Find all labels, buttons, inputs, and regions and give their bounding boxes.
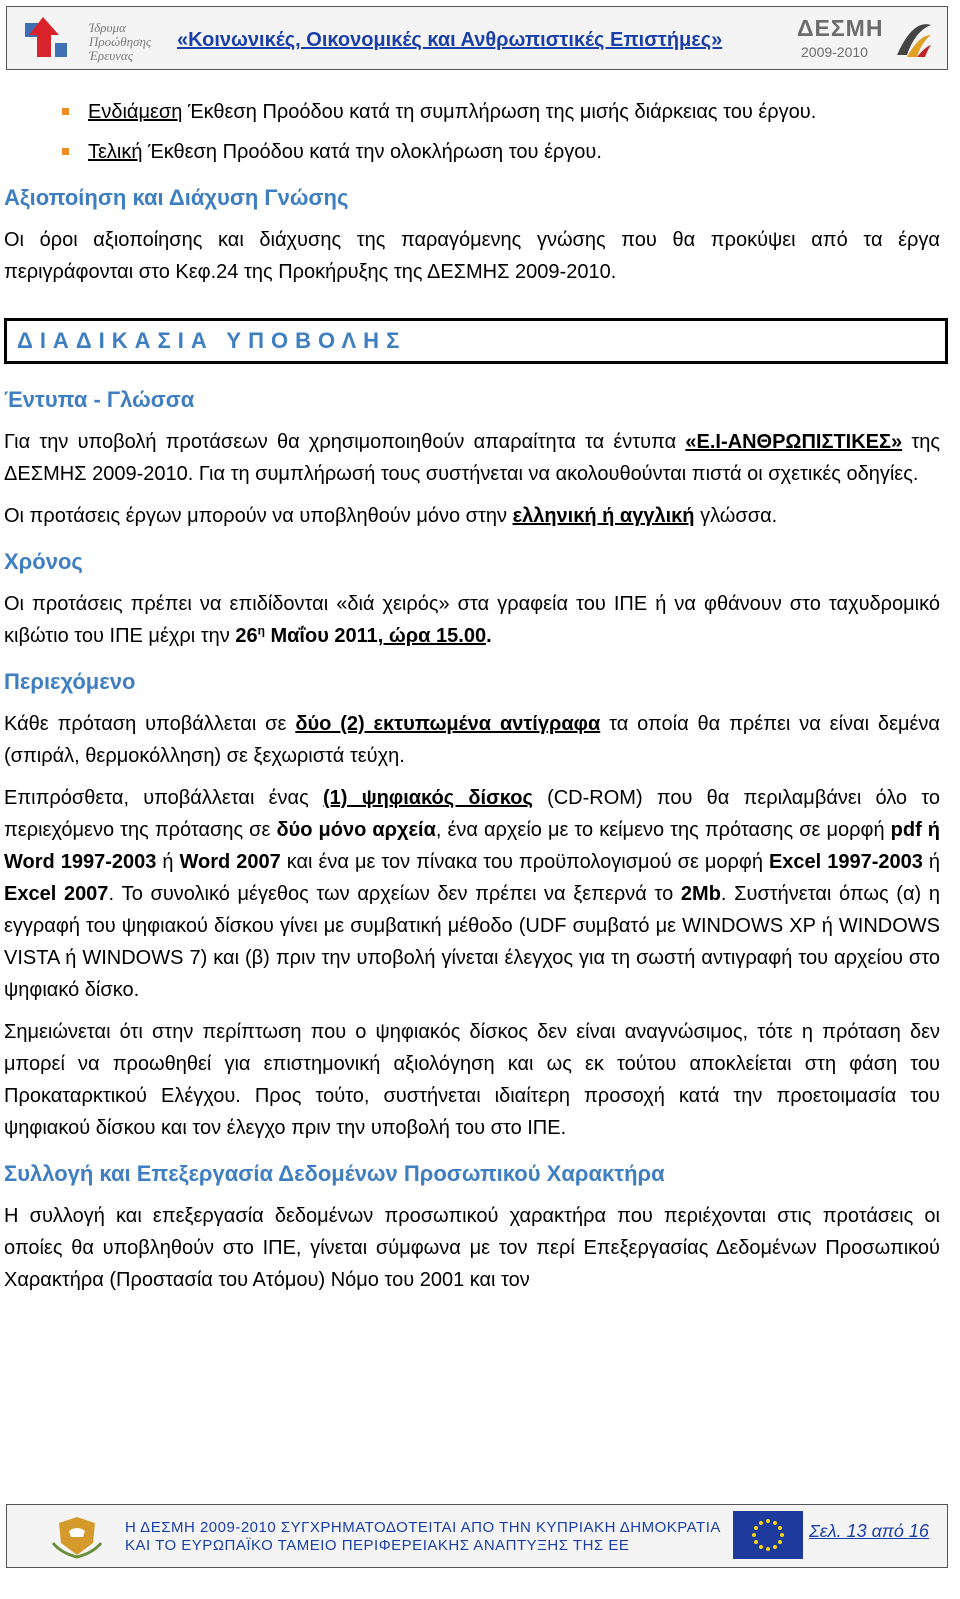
section-heading-knowledge: Αξιοποίηση και Διάχυση Γνώσης xyxy=(4,185,349,210)
paragraph: Κάθε πρόταση υποβάλλεται σε δύο (2) εκτυπωμένα αντίγραφα τα οποία θα πρέπει να είναι δεμένα (σπιράλ, θερμοκόλληση) σε ξεχωριστά τεύχη. xyxy=(4,713,940,767)
funding-statement: Η ΔΕΣΜΗ 2009-2010 ΣΥΓΧΡΗΜΑΤΟΔΟΤΕΙΤΑΙ ΑΠΟ ΤΗΝ ΚΥΠΡΙΑΚΗ ΔΗΜΟΚΡΑΤΙΑ ΚΑΙ ΤΟ ΕΥΡΩΠΑΪΚΟ ΤΑΜΕΙΟ ΠΕΡΙΦΕΡΕΙΑΚΗΣ ΑΝΑΠΤΥΞΗΣ ΤΗΣ ΕΕ xyxy=(125,1519,721,1554)
cyprus-emblem-icon xyxy=(47,1513,107,1559)
page-number: Σελ. 13 από 16 xyxy=(809,1521,929,1541)
eu-flag-icon xyxy=(733,1511,803,1559)
paragraph: Οι όροι αξιοποίησης και διάχυσης της παραγόμενης γνώσης που θα προκύψει από τα έργα περιγράφονται στο Κεφ.24 της Προκήρυξης της ΔΕΣΜΗΣ 2009-2010. xyxy=(4,229,940,283)
desmi-logo xyxy=(797,13,933,65)
section-heading-time: Χρόνος xyxy=(4,549,83,574)
bullet-square-icon xyxy=(62,108,69,115)
page-footer xyxy=(6,1504,948,1568)
desmi-swoosh-icon xyxy=(893,15,933,61)
document-body xyxy=(4,88,940,1306)
paragraph: Οι προτάσεις έργων μπορούν να υποβληθούν μόνο στην ελληνική ή αγγλική γλώσσα. xyxy=(4,505,778,527)
paragraph: Οι προτάσεις πρέπει να επιδίδονται «διά χειρός» στα γραφεία του ΙΠΕ ή να φθάνουν στο ταχυδρομικό κιβώτιο του ΙΠΕ μέχρι την $26^\eta$ Μαΐου 2011, ώρα 15.00. xyxy=(4,593,940,647)
program-title: «Κοινωνικές, Οικονομικές και Ανθρωπιστικές Επιστήμες» xyxy=(177,29,723,51)
desmi-logo-years: 2009-2010 xyxy=(801,44,868,60)
list-item: Ενδιάμεση Έκθεση Προόδου κατά τη συμπλήρωση της μισής διάρκειας του έργου. xyxy=(4,96,940,128)
section-heading-forms: Έντυπα - Γλώσσα xyxy=(4,387,195,412)
boxed-section-title: ΔΙΑΔΙΚΑΣΙΑ ΥΠΟΒΟΛΗΣ xyxy=(4,318,948,364)
list-item: Τελική Έκθεση Προόδου κατά την ολοκλήρωση του έργου. xyxy=(4,136,940,168)
bullet-square-icon xyxy=(62,148,69,155)
page-header xyxy=(6,6,948,70)
paragraph: Για την υποβολή προτάσεων θα χρησιμοποιηθούν απαραίτητα τα έντυπα «Ε.Ι-ΑΝΘΡΩΠΙΣΤΙΚΕΣ» της ΔΕΣΜΗΣ 2009-2010. Για τη συμπλήρωσή τους συστήνεται να ακολουθούνται πιστά οι σχετικές οδηγίες. xyxy=(4,431,941,485)
paragraph: Επιπρόσθετα, υποβάλλεται ένας (1) ψηφιακός δίσκος (CD-ROM) που θα περιλαμβάνει όλο το περιεχόμενο της πρότασης σε δύο μόνο αρχεία, ένα αρχείο με το κείμενο της πρότασης σε μορφή pdf ή Word 1997-2003 ή Word 2007 και ένα με τον πίνακα του προϋπολογισμού σε μορφή Excel 1997-2003 ή Excel 2007. Το συνολικό μέγεθος των αρχείων δεν πρέπει να ξεπερνά το 2Mb. Συστήνεται όπως (α) η εγγραφή του ψηφιακού δίσκου γίνει με συμβατική μέθοδο (UDF συμβατό με WINDOWS XP ή WINDOWS VISTA ή WINDOWS 7) και (β) πριν την υποβολή γίνεται έλεγχος για τη σωστή αντιγραφή του αρχείου στο ψηφιακό δίσκο. xyxy=(4,787,941,1001)
ipe-logo xyxy=(19,13,169,65)
paragraph: Η συλλογή και επεξεργασία δεδομένων προσωπικού χαρακτήρα που περιέχονται στις προτάσεις οι οποίες θα υποβληθούν στο ΙΠΕ, γίνεται σύμφωνα με τον περί Επεξεργασίας Δεδομένων Προσωπικού Χαρακτήρα (Προστασία του Ατόμου) Νόμο του 2001 και τον xyxy=(4,1205,940,1291)
section-heading-personal-data: Συλλογή και Επεξεργασία Δεδομένων Προσωπικού Χαρακτήρα xyxy=(4,1161,665,1186)
desmi-logo-text: ΔΕΣΜΗ xyxy=(797,15,884,41)
ipe-logo-text: Ίδρυμα Προώθησης Έρευνας xyxy=(89,20,152,63)
ipe-arrow-icon xyxy=(19,13,79,65)
section-heading-content: Περιεχόμενο xyxy=(4,669,136,694)
paragraph: Σημειώνεται ότι στην περίπτωση που ο ψηφιακός δίσκος δεν είναι αναγνώσιμος, τότε η πρόταση δεν μπορεί να προωθηθεί για επιστημονική αξιολόγηση και ως εκ τούτου αποκλείεται στη φάση του Προκαταρκτικού Ελέγχου. Προς τούτο, συστήνεται ιδιαίτερη προσοχή κατά την προετοιμασία του ψηφιακού δίσκου και τον έλεγχο πριν την υποβολή του στο ΙΠΕ. xyxy=(4,1021,940,1139)
